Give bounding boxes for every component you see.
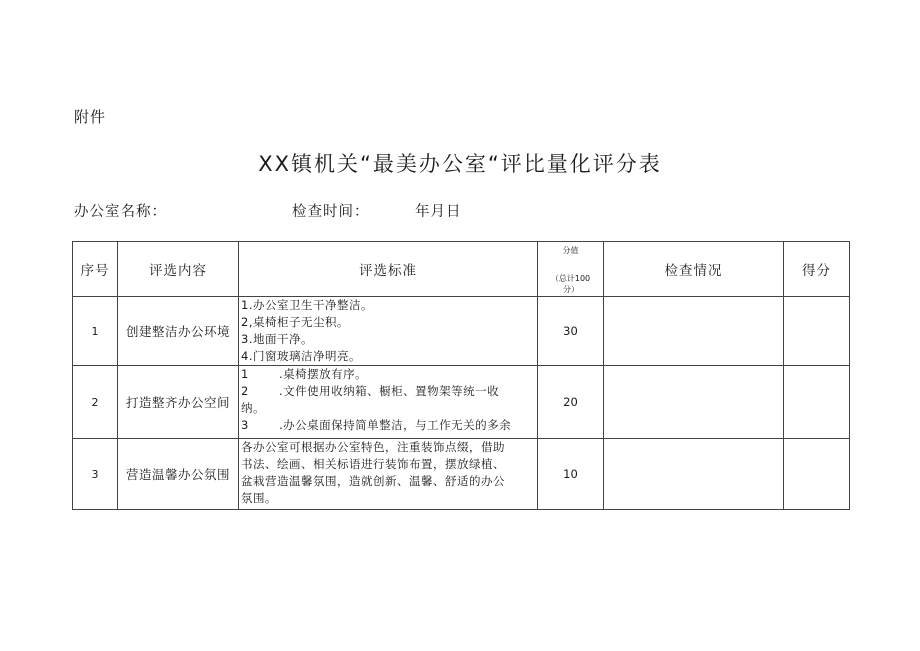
row-result-cell[interactable] [784,439,850,510]
row-inspection-cell[interactable] [604,439,784,510]
row-content: 创建整洁办公环境 [118,297,239,366]
row-criteria [239,297,538,366]
criteria-line: 1.办公室卫生干净整洁。 [241,298,373,312]
criteria-line [241,417,535,434]
scoring-table [72,241,850,510]
office-name-label: 办公室名称： [74,204,167,220]
criteria-item-number: 1 [241,367,249,381]
header-score-line1: 分值 [562,246,579,255]
criteria-line: 纳。 [241,401,265,415]
criteria-line: 3.地面干净。 [241,332,313,346]
header-number: 序号 [73,242,118,297]
row-number: 2 [73,366,118,439]
row-criteria [239,439,538,510]
header-score [538,242,604,297]
criteria-line: 各办公室可根据办公室特色，注重装饰点缀，借助 [241,440,505,454]
criteria-line [241,383,535,400]
table-header-row [73,242,850,297]
criteria-item-number: 2 [241,384,249,398]
row-number: 3 [73,439,118,510]
criteria-line: 2,桌椅柜子无尘积。 [241,315,349,329]
row-result-cell[interactable] [784,297,850,366]
table-row [73,297,850,366]
header-score-line3: 分） [563,285,579,294]
row-number: 1 [73,297,118,366]
criteria-line: 4.门窗玻璃洁净明亮。 [241,349,361,363]
row-content: 打造整齐办公空间 [118,366,239,439]
table-row [73,439,850,510]
header-score-line2: （总计100 [550,274,591,283]
row-score: 10 [538,439,604,510]
date-label: 年月日 [415,204,462,220]
header-inspection: 检查情况 [604,242,784,297]
criteria-line [241,366,535,383]
row-score: 30 [538,297,604,366]
document-title: XX镇机关“最美办公室“评比量化评分表 [258,152,662,176]
row-inspection-cell[interactable] [604,297,784,366]
criteria-line: 氛围。 [241,491,277,505]
check-time-label: 检查时间： [292,204,370,220]
row-content: 营造温馨办公氛围 [118,439,239,510]
criteria-item-text: .文件使用收纳箱、橱柜、置物架等统一收 [279,384,500,398]
attachment-label: 附件 [74,108,107,126]
header-content: 评选内容 [118,242,239,297]
row-result-cell[interactable] [784,366,850,439]
row-inspection-cell[interactable] [604,366,784,439]
row-score: 20 [538,366,604,439]
criteria-item-text: .办公桌面保持简单整洁，与工作无关的多余 [279,418,512,432]
header-criteria: 评选标准 [239,242,538,297]
criteria-item-text: .桌椅摆放有序。 [279,367,368,381]
criteria-item-number: 3 [241,418,249,432]
row-criteria [239,366,538,439]
criteria-line: 盆栽营造温馨氛围，造就创新、温馨、舒适的办公 [241,474,505,488]
criteria-line: 书法、绘画、相关标语进行装饰布置，摆放绿植、 [241,457,505,471]
table-row [73,366,850,439]
header-result: 得分 [784,242,850,297]
